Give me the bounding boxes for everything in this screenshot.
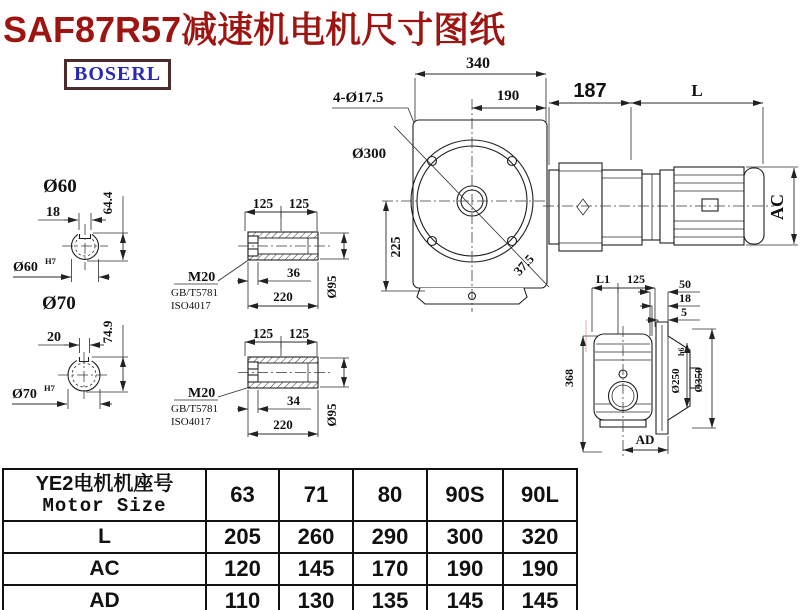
table-row-AD xyxy=(3,585,577,610)
dim-label-50: 50 xyxy=(679,277,691,291)
dim-label-125: 125 xyxy=(252,326,274,341)
table-cell: 145 xyxy=(503,585,577,610)
spigot-tolerance: h6 xyxy=(677,347,686,356)
shaft-section-70 xyxy=(12,293,128,409)
table-cell: 120 xyxy=(206,553,279,585)
gearbox-side-view xyxy=(543,80,798,251)
dim-label-190: 190 xyxy=(496,88,520,104)
hollow-shaft-bottom xyxy=(171,326,349,437)
brand-logo: BOSERL xyxy=(64,59,171,90)
dim-label-AD: AD xyxy=(635,432,655,447)
dim-label-18: 18 xyxy=(679,291,691,305)
header-line-zh: YE2电机机座号 xyxy=(35,472,174,495)
standard-gb: GB/T5781 xyxy=(171,287,219,299)
table-cell: 260 xyxy=(279,521,353,553)
table-header-motor-size xyxy=(3,469,206,521)
hollow-shaft-top xyxy=(171,196,349,312)
table-cell: 135 xyxy=(353,585,427,610)
dim-label-368: 368 xyxy=(562,369,576,387)
gearbox-rear-view xyxy=(562,272,716,458)
page-title: SAF87R57减速机电机尺寸图纸 xyxy=(3,9,506,50)
spigot-dia-callout: Ø250 xyxy=(670,368,682,394)
fit-tolerance-sup: H7 xyxy=(45,256,56,266)
header-line-en: Motor Size xyxy=(42,494,167,517)
dim-label-375: 37.5 xyxy=(510,251,537,279)
motor-size-table xyxy=(2,468,578,610)
table-col-80: 80 xyxy=(353,469,427,521)
flange-dia-callout: Ø300 xyxy=(352,146,387,162)
standard-iso: ISO4017 xyxy=(171,416,211,428)
table-col-90L: 90L xyxy=(503,469,577,521)
table-cell: 190 xyxy=(427,553,503,585)
gearbox-front-view xyxy=(332,55,549,312)
dim-label-34: 34 xyxy=(287,393,300,408)
dim-label-125: 125 xyxy=(627,272,645,286)
table-cell: 300 xyxy=(427,521,503,553)
dim-label-125: 125 xyxy=(252,196,274,211)
dim-label-d70h7: Ø70 xyxy=(12,387,37,402)
dim-label-220: 220 xyxy=(273,289,293,304)
dim-label-d60: Ø60 xyxy=(43,176,77,197)
table-col-90S: 90S xyxy=(427,469,503,521)
shaft-section-60 xyxy=(13,176,128,282)
table-row-AC xyxy=(3,553,577,585)
dim-label-36: 36 xyxy=(287,265,300,280)
dim-label-L1: L1 xyxy=(595,272,611,286)
dim-label-5: 5 xyxy=(681,305,687,319)
table-cell: 190 xyxy=(503,553,577,585)
table-cell: 170 xyxy=(353,553,427,585)
dim-label-AC: AC xyxy=(767,194,787,220)
standard-gb: GB/T5781 xyxy=(171,403,219,415)
dim-label-d70: Ø70 xyxy=(42,293,76,314)
table-cell: 290 xyxy=(353,521,427,553)
table-cell: 320 xyxy=(503,521,577,553)
dim-label-340: 340 xyxy=(466,55,490,72)
dim-label-key20: 20 xyxy=(47,330,61,345)
flange-od-callout: Ø350 xyxy=(693,367,705,393)
dim-label-644: 64.4 xyxy=(100,191,115,215)
dim-label-d60h7: Ø60 xyxy=(13,260,38,275)
row-label-AC: AC xyxy=(3,553,206,585)
table-row-L xyxy=(3,521,577,553)
dim-label-d95: Ø95 xyxy=(324,275,339,299)
dim-label-187: 187 xyxy=(573,80,607,102)
table-cell: 145 xyxy=(427,585,503,610)
table-cell: 145 xyxy=(279,553,353,585)
dim-label-key18: 18 xyxy=(46,205,60,220)
dim-label-225: 225 xyxy=(389,236,404,258)
table-col-63: 63 xyxy=(206,469,279,521)
table-cell: 110 xyxy=(206,585,279,610)
table-col-71: 71 xyxy=(279,469,353,521)
dim-label-125: 125 xyxy=(288,196,310,211)
row-label-AD: AD xyxy=(3,585,206,610)
table-cell: 130 xyxy=(279,585,353,610)
thread-callout: M20 xyxy=(188,386,216,401)
dim-label-L: L xyxy=(691,81,703,100)
dim-label-d95: Ø95 xyxy=(324,403,339,427)
standard-iso: ISO4017 xyxy=(171,300,211,312)
thread-callout: M20 xyxy=(188,270,216,285)
bolt-holes-callout: 4-Ø17.5 xyxy=(333,90,384,106)
dim-label-749: 74.9 xyxy=(100,320,115,344)
fit-tolerance-sup: H7 xyxy=(44,383,55,393)
row-label-L: L xyxy=(3,521,206,553)
table-cell: 205 xyxy=(206,521,279,553)
dim-label-220: 220 xyxy=(273,417,293,432)
dim-label-125: 125 xyxy=(288,326,310,341)
